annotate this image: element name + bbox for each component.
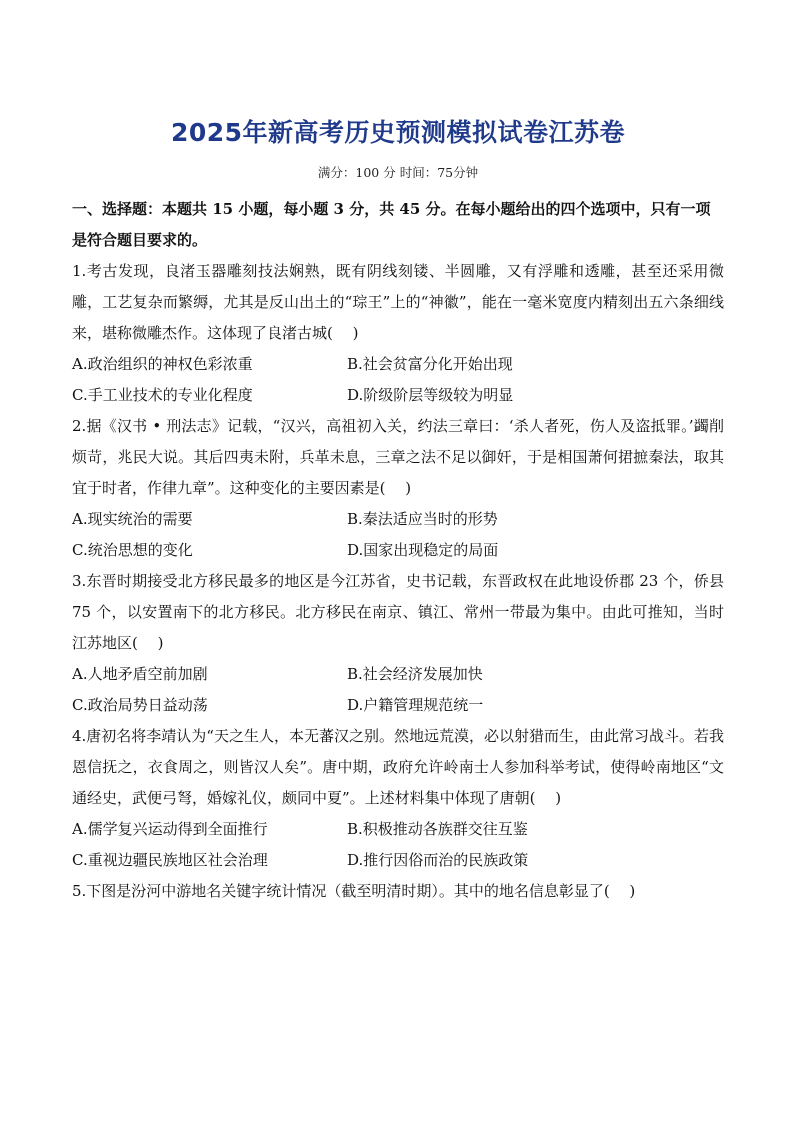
question-3 (72, 566, 724, 721)
options-row (72, 845, 724, 876)
option-b: B.社会经济发展加快 (347, 665, 483, 683)
option-b: B.社会贫富分化开始出现 (347, 355, 513, 373)
option-c: C.手工业技术的专业化程度 (72, 386, 253, 404)
options-row (72, 504, 724, 535)
question-5 (72, 876, 724, 907)
question-stem: 3.东晋时期接受北方移民最多的地区是今江苏省，史书记载，东晋政权在此地设侨郡 23 个，侨县 75 个，以安置南下的北方移民。北方移民在南京、镇江、常州一带最为集中。由此可推知，当时江苏地区( ) (72, 572, 724, 652)
options-row (72, 814, 724, 845)
option-c: C.统治思想的变化 (72, 541, 193, 559)
option-d: D.户籍管理规范统一 (347, 696, 484, 714)
exam-title: 2025年新高考历史预测模拟试卷江苏卷 (170, 118, 626, 147)
question-stem: 4.唐初名将李靖认为“天之生人，本无蕃汉之别。然地远荒漠，必以射猎而生，由此常习战斗。若我恩信抚之，衣食周之，则皆汉人矣”。唐中期，政府允许岭南士人参加科举考试，使得岭南地区“文通经史，武便弓弩，婚嫁礼仪，颇同中夏”。上述材料集中体现了唐朝( ) (72, 727, 724, 807)
question-4 (72, 721, 724, 876)
option-d: D.阶级阶层等级较为明显 (347, 386, 514, 404)
option-c: C.重视边疆民族地区社会治理 (72, 851, 268, 869)
options-row (72, 690, 724, 721)
option-b: B.积极推动各族群交往互鉴 (347, 820, 528, 838)
score-time-info: 满分：100 分 时间：75分钟 (317, 165, 479, 180)
option-b: B.秦法适应当时的形势 (347, 510, 498, 528)
options-row (72, 535, 724, 566)
option-a: A.人地矛盾空前加剧 (72, 665, 208, 683)
option-a: A.现实统治的需要 (72, 510, 193, 528)
question-2 (72, 411, 724, 566)
option-a: A.政治组织的神权色彩浓重 (72, 355, 253, 373)
question-stem: 1.考古发现，良渚玉器雕刻技法娴熟，既有阴线刻镂、半圆雕，又有浮雕和透雕，甚至还采用微雕，工艺复杂而繁缛，尤其是反山出土的“琮王”上的“神徽”，能在一毫米宽度内精刻出五六条细线来，堪称微雕杰作。这体现了良渚古城( ) (72, 262, 724, 342)
options-row (72, 349, 724, 380)
option-a: A.儒学复兴运动得到全面推行 (72, 820, 268, 838)
section-heading: 一、选择题：本题共 15 小题，每小题 3 分，共 45 分。在每小题给出的四个选项中，只有一项是符合题目要求的。 (72, 200, 711, 249)
question-stem: 5.下图是汾河中游地名关键字统计情况（截至明清时期）。其中的地名信息彰显了( ) (72, 882, 636, 900)
options-row (72, 659, 724, 690)
question-1 (72, 256, 724, 411)
option-d: D.国家出现稳定的局面 (347, 541, 499, 559)
option-d: D.推行因俗而治的民族政策 (347, 851, 529, 869)
option-c: C.政治局势日益动荡 (72, 696, 208, 714)
question-stem: 2.据《汉书 • 刑法志》记载，“汉兴，高祖初入关，约法三章曰：‘杀人者死，伤人及盗抵罪。’蠲削烦苛，兆民大说。其后四夷未附，兵革未息，三章之法不足以御奸，于是相国萧何捃摭秦法，取其宜于时者，作律九章”。这种变化的主要因素是( ) (72, 417, 724, 497)
options-row (72, 380, 724, 411)
